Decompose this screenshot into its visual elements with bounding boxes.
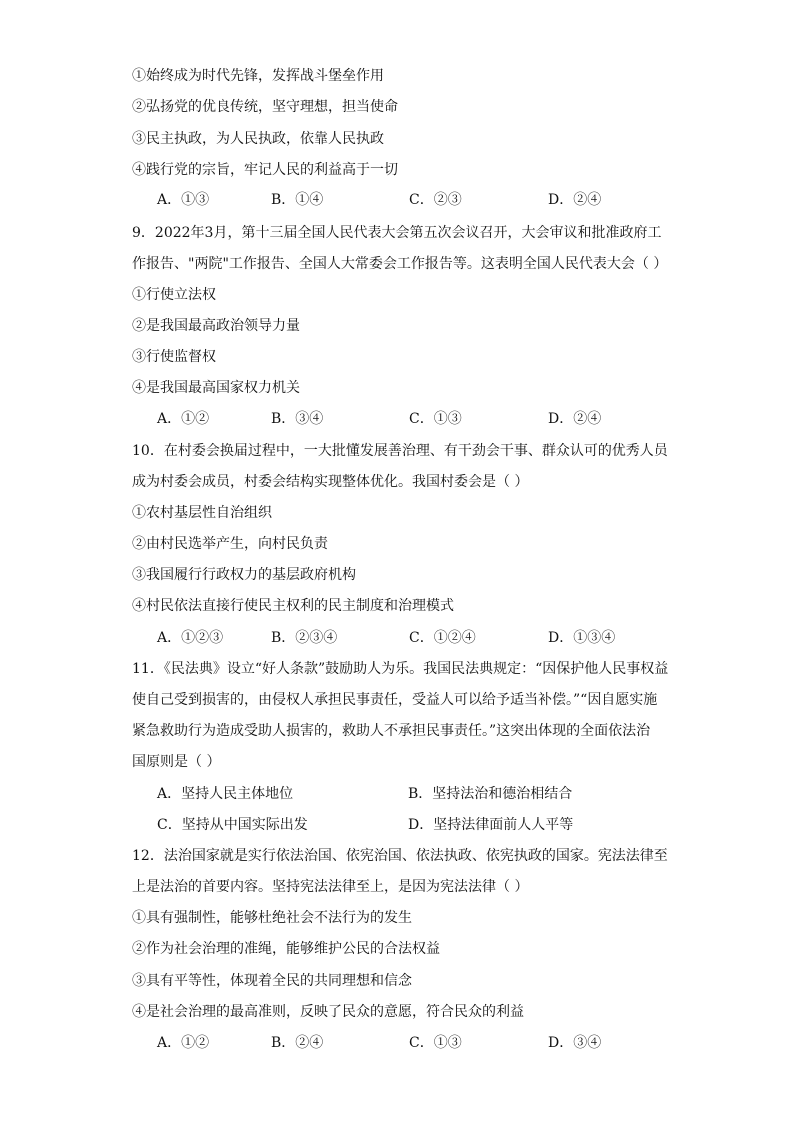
q9-stem-line-2: 作报告、"两院"工作报告、全国人大常委会工作报告等。这表明全国人民代表大会（ ） bbox=[132, 256, 668, 272]
q8-option-c[interactable]: C．②③ bbox=[409, 192, 462, 208]
q11-options-row-1 bbox=[157, 784, 637, 804]
q9-item-1: ①行使立法权 bbox=[132, 287, 216, 303]
q10-options bbox=[157, 628, 657, 648]
q11-option-d[interactable]: D．坚持法律面前人人平等 bbox=[408, 817, 574, 833]
q11-option-c[interactable]: C．坚持从中国实际出发 bbox=[157, 817, 308, 833]
q11-stem-line-4: 国原则是（ ） bbox=[132, 754, 221, 770]
q12-item-1: ①具有强制性，能够杜绝社会不法行为的发生 bbox=[132, 910, 412, 926]
q10-stem-line-1: 10．在村委会换届过程中，一大批懂发展善治理、有干劲会干事、群众认可的优秀人员 bbox=[132, 443, 668, 459]
q9-options bbox=[157, 409, 657, 429]
q8-item-2: ②弘扬党的优良传统，坚守理想，担当使命 bbox=[132, 99, 398, 115]
q11-stem-line-1: 11．《民法典》设立“好人条款”鼓励助人为乐。我国民法典规定：“因保护他人民事权益 bbox=[132, 661, 669, 677]
q10-item-3: ③我国履行行政权力的基层政府机构 bbox=[132, 567, 356, 583]
q11-stem-line-2: 使自己受到损害的，由侵权人承担民事责任，受益人可以给予适当补偿。”“因自愿实施 bbox=[132, 692, 658, 708]
q8-option-d[interactable]: D．②④ bbox=[548, 192, 602, 208]
q10-option-d[interactable]: D．①③④ bbox=[548, 630, 616, 646]
q9-option-a[interactable]: A．①② bbox=[157, 411, 210, 427]
q8-options bbox=[157, 190, 657, 210]
q12-options bbox=[157, 1033, 657, 1053]
q10-stem-line-2: 成为村委会成员，村委会结构实现整体优化。我国村委会是（ ） bbox=[132, 474, 529, 490]
q10-item-4: ④村民依法直接行使民主权利的民主制度和治理模式 bbox=[132, 598, 454, 614]
q10-item-2: ②由村民选举产生，向村民负责 bbox=[132, 536, 328, 552]
q12-item-2: ②作为社会治理的准绳，能够维护公民的合法权益 bbox=[132, 941, 440, 957]
q11-option-b[interactable]: B．坚持法治和德治相结合 bbox=[408, 786, 573, 802]
q9-stem-line-1: 9．2022年3月，第十三届全国人民代表大会第五次会议召开，大会审议和批准政府工 bbox=[132, 225, 662, 241]
q12-item-4: ④是社会治理的最高准则，反映了民众的意愿，符合民众的利益 bbox=[132, 1004, 524, 1020]
q9-option-b[interactable]: B．③④ bbox=[271, 411, 324, 427]
q12-item-3: ③具有平等性，体现着全民的共同理想和信念 bbox=[132, 973, 412, 989]
q11-option-a[interactable]: A．坚持人民主体地位 bbox=[157, 786, 294, 802]
q8-item-1: ①始终成为时代先锋，发挥战斗堡垒作用 bbox=[132, 68, 384, 84]
q9-item-4: ④是我国最高国家权力机关 bbox=[132, 380, 300, 396]
q9-item-3: ③行使监督权 bbox=[132, 349, 216, 365]
q10-option-c[interactable]: C．①②④ bbox=[409, 630, 476, 646]
q9-item-2: ②是我国最高政治领导力量 bbox=[132, 318, 300, 334]
q8-option-a[interactable]: A．①③ bbox=[157, 192, 210, 208]
q10-item-1: ①农村基层性自治组织 bbox=[132, 505, 272, 521]
q11-stem-line-3: 紧急救助行为造成受助人损害的，救助人不承担民事责任。”这突出体现的全面依法治 bbox=[132, 723, 651, 739]
q12-option-c[interactable]: C．①③ bbox=[409, 1035, 462, 1051]
q8-option-b[interactable]: B．①④ bbox=[271, 192, 324, 208]
q10-option-a[interactable]: A．①②③ bbox=[157, 630, 224, 646]
q8-item-4: ④践行党的宗旨，牢记人民的利益高于一切 bbox=[132, 162, 398, 178]
q11-options-row-2 bbox=[157, 815, 637, 835]
q12-stem-line-1: 12．法治国家就是实行依法治国、依宪治国、依法执政、依宪执政的国家。宪法法律至 bbox=[132, 848, 668, 864]
q12-option-d[interactable]: D．③④ bbox=[548, 1035, 602, 1051]
q8-item-3: ③民主执政，为人民执政，依靠人民执政 bbox=[132, 131, 384, 147]
q9-option-d[interactable]: D．②④ bbox=[548, 411, 602, 427]
q12-option-a[interactable]: A．①② bbox=[157, 1035, 210, 1051]
q12-option-b[interactable]: B．②④ bbox=[271, 1035, 324, 1051]
q12-stem-line-2: 上是法治的首要内容。坚持宪法法律至上，是因为宪法法律（ ） bbox=[132, 879, 529, 895]
q9-option-c[interactable]: C．①③ bbox=[409, 411, 462, 427]
q10-option-b[interactable]: B．②③④ bbox=[271, 630, 338, 646]
